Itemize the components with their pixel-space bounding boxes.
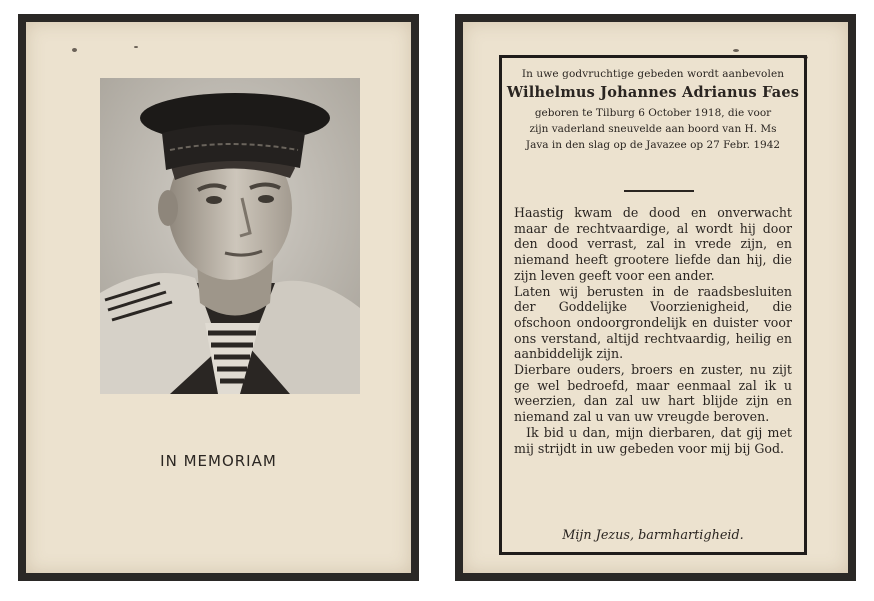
paragraph: Dierbare ouders, broers en zuster, nu zijt ge wel bedroefd, maar eenmaal zal ik u weerzien, dan zal uw hart blijde zijn en niemand zal u van uw vreugde beroven. [514, 362, 792, 425]
left-card-frame [18, 14, 419, 581]
deceased-name: Wilhelmus Johannes Adrianus Faes [506, 84, 800, 101]
info-line: geboren te Tilburg 6 October 1918, die voor [534, 107, 772, 119]
portrait-illustration [100, 78, 360, 394]
memorial-text [514, 205, 792, 456]
memorial-card-front [26, 22, 411, 573]
in-memoriam-title: IN MEMORIAM [160, 452, 277, 470]
paragraph: Haastig kwam de dood en onverwacht maar de rechtvaardige, al wordt hij door den dood verrast, zal in vrede zijn, en niemand heeft grootere liefde dan hij, die zijn leven geeft voor een ander. [514, 205, 792, 283]
right-card-frame [455, 14, 856, 581]
paragraph: Laten wij berusten in de raadsbesluiten der Goddelijke Voorzienigheid, die ofschoon ondoorgrondelijk en duister voor ons verstand, altijd rechtvaardig, heilig en aanbiddelijk zijn. [514, 283, 792, 362]
info-line: Java in den slag op de Javazee op 27 Febr. 1942 [525, 139, 781, 151]
sailor-portrait-photo [100, 78, 360, 394]
card-header [502, 68, 804, 153]
divider-rule [624, 190, 694, 192]
paper-speck [733, 49, 739, 52]
info-line: zijn vaderland sneuvelde aan boord van H. Ms [529, 123, 777, 135]
paper-speck [134, 46, 138, 48]
memorial-card-back [463, 22, 848, 573]
paper-speck [72, 48, 77, 52]
paragraph: Ik bid u dan, mijn dierbaren, dat gij met mij strijdt in uw gebeden voor mij bij God. [514, 424, 792, 456]
closing-prayer: Mijn Jezus, barmhartigheid. [562, 528, 744, 543]
text-border [499, 55, 807, 555]
intro-line: In uwe godvruchtige gebeden wordt aanbevolen [521, 68, 785, 80]
